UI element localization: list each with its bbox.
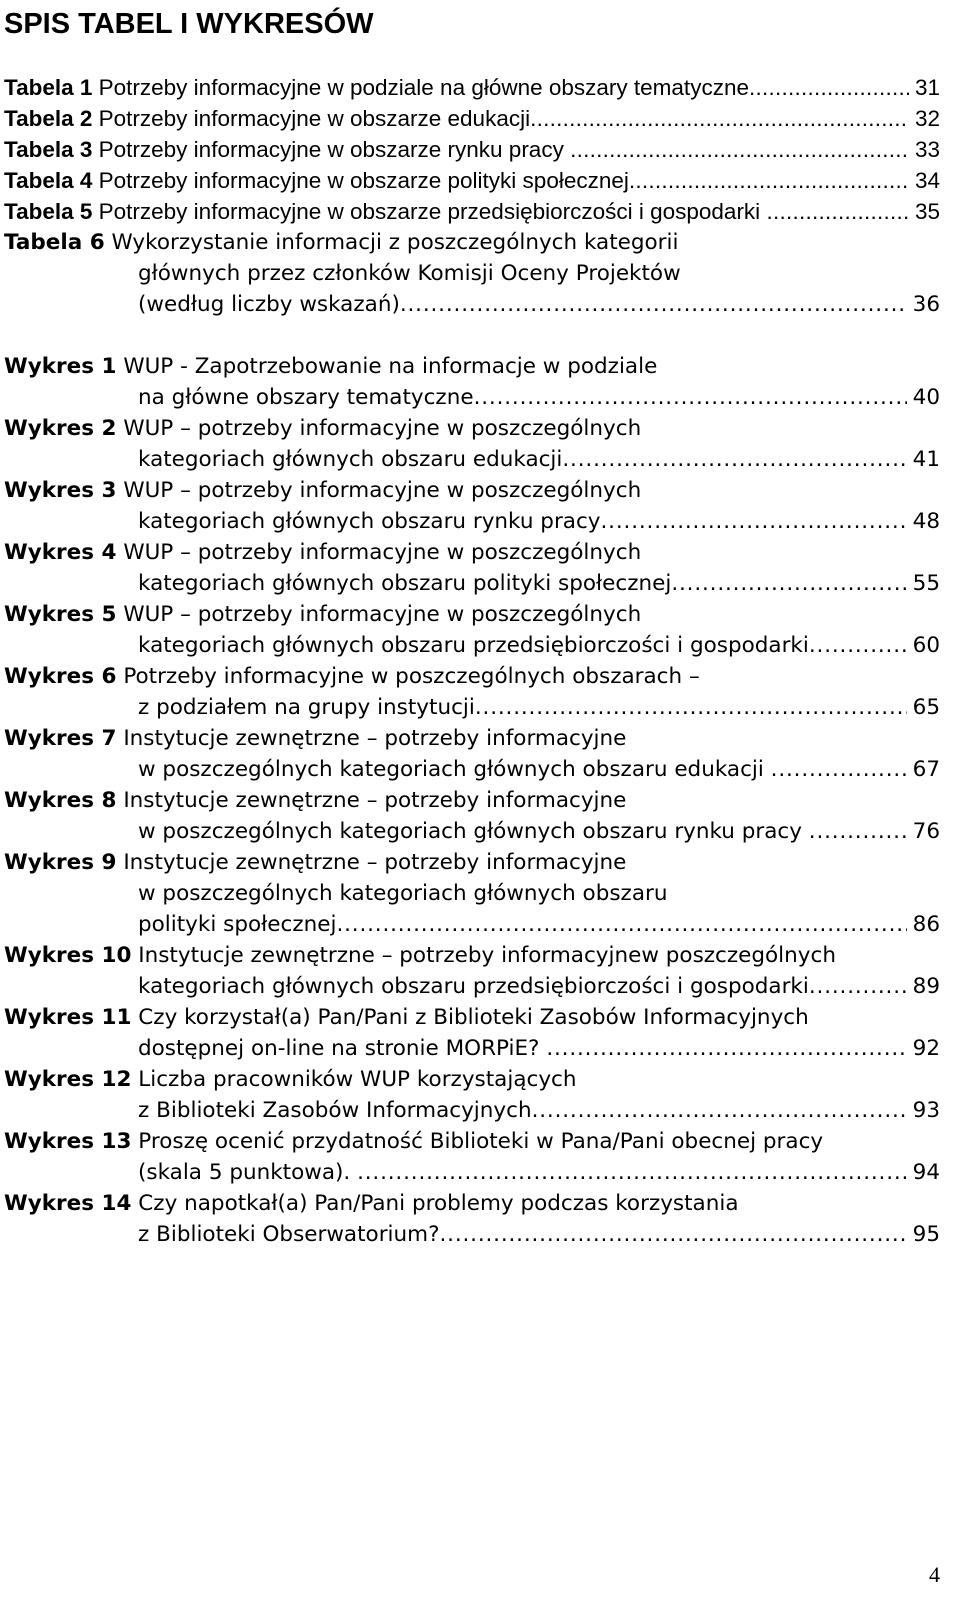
entry-page-number: 65 — [912, 695, 940, 720]
dot-leader — [400, 289, 907, 320]
table-entry — [4, 72, 940, 103]
entry-text: głównych przez członków Komisji Oceny Projektów — [138, 261, 681, 286]
entry-line — [4, 1219, 940, 1250]
entry-line — [4, 258, 940, 289]
entry-page-number: 36 — [912, 292, 940, 317]
entry-text: kategoriach głównych obszaru przedsiębiorczości i gospodarki — [138, 974, 809, 999]
entry-text: dostępnej on-line na stronie MORPiE? — [138, 1036, 547, 1061]
entry-text: WUP - Zapotrzebowanie na informacje w podziale — [123, 354, 658, 379]
entry-text: w poszczególnych kategoriach głównych obszaru edukacji — [138, 757, 771, 782]
dot-leader — [671, 568, 906, 599]
entry-text: w poszczególnych kategoriach głównych obszaru — [138, 881, 668, 906]
entry-text: z Biblioteki Zasobów Informacyjnych — [138, 1098, 532, 1123]
chart-entry — [4, 413, 940, 475]
entry-label: Tabela 4 — [4, 168, 93, 193]
entry-page-number: 33 — [914, 137, 940, 162]
entry-page-number: 48 — [912, 509, 940, 534]
entry-label: Wykres 2 — [4, 416, 117, 441]
entry-line — [4, 971, 940, 1002]
entry-line — [4, 1095, 940, 1126]
entry-text: Potrzeby informacyjne w podziale na główne obszary tematyczne — [98, 75, 749, 100]
entry-label: Wykres 11 — [4, 1005, 132, 1030]
entry-line — [4, 289, 940, 320]
table-entry — [4, 227, 940, 320]
entry-line — [4, 134, 940, 165]
entry-line — [4, 72, 940, 103]
chart-entry — [4, 940, 940, 1002]
dot-leader — [771, 754, 907, 785]
entry-line — [4, 444, 940, 475]
entry-text: Liczba pracowników WUP korzystających — [138, 1067, 577, 1092]
entry-text: na główne obszary tematyczne — [138, 385, 474, 410]
entry-text: kategoriach głównych obszaru rynku pracy — [138, 509, 601, 534]
entry-line — [4, 940, 940, 971]
entry-text: Potrzeby informacyjne w obszarze rynku pracy — [98, 137, 571, 162]
entry-label: Tabela 3 — [4, 137, 93, 162]
chart-entry — [4, 847, 940, 940]
entry-page-number: 89 — [912, 974, 940, 999]
entry-page-number: 95 — [912, 1222, 940, 1247]
entry-line — [4, 630, 940, 661]
dot-leader — [439, 1219, 906, 1250]
entry-line — [4, 1002, 940, 1033]
entry-page-number: 32 — [914, 106, 940, 131]
chart-entry — [4, 537, 940, 599]
entry-line — [4, 351, 940, 382]
entry-line — [4, 1126, 940, 1157]
dot-leader — [530, 103, 909, 134]
entry-text: Instytucje zewnętrzne – potrzeby informacyjne — [123, 850, 627, 875]
chart-entry — [4, 661, 940, 723]
entry-label: Wykres 4 — [4, 540, 117, 565]
dot-leader — [749, 72, 909, 103]
entry-label: Wykres 13 — [4, 1129, 132, 1154]
entry-text: Potrzeby informacyjne w obszarze polityki społecznej — [98, 168, 629, 193]
entry-text: z Biblioteki Obserwatorium? — [138, 1222, 440, 1247]
entry-text: kategoriach głównych obszaru przedsiębiorczości i gospodarki — [138, 633, 809, 658]
entry-label: Wykres 7 — [4, 726, 117, 751]
chart-entry — [4, 1002, 940, 1064]
entry-page-number: 76 — [912, 819, 940, 844]
entry-line — [4, 196, 940, 227]
entry-line — [4, 227, 940, 258]
entry-text: Potrzeby informacyjne w obszarze edukacji — [98, 106, 531, 131]
chart-entry — [4, 723, 940, 785]
page-number: 4 — [929, 1562, 940, 1587]
entry-label: Tabela 2 — [4, 106, 93, 131]
entry-page-number: 67 — [912, 757, 940, 782]
entry-line — [4, 568, 940, 599]
entry-text: Instytucje zewnętrzne – potrzeby informacyjne — [123, 788, 627, 813]
entry-line — [4, 909, 940, 940]
entry-text: (skala 5 punktowa). — [138, 1160, 358, 1185]
entry-label: Tabela 1 — [4, 75, 93, 100]
dot-leader — [562, 444, 906, 475]
entry-text: kategoriach głównych obszaru polityki społecznej — [138, 571, 672, 596]
entry-label: Wykres 10 — [4, 943, 132, 968]
entry-line — [4, 661, 940, 692]
document-page — [4, 0, 940, 1250]
entry-line — [4, 754, 940, 785]
entry-text: Proszę ocenić przydatność Biblioteki w Pana/Pani obecnej pracy — [138, 1129, 824, 1154]
entry-line — [4, 1188, 940, 1219]
dot-leader — [475, 692, 907, 723]
entry-line — [4, 599, 940, 630]
table-entry — [4, 103, 940, 134]
entry-text: Potrzeby informacyjne w obszarze przedsiębiorczości i gospodarki — [98, 199, 767, 224]
entry-label: Tabela 6 — [4, 230, 105, 255]
entry-line — [4, 537, 940, 568]
dot-leader — [809, 630, 907, 661]
entry-line — [4, 1157, 940, 1188]
chart-entry — [4, 1188, 940, 1250]
chart-entry — [4, 351, 940, 413]
entry-label: Wykres 8 — [4, 788, 117, 813]
dot-leader — [809, 816, 907, 847]
entry-line — [4, 413, 940, 444]
entry-text: Wykorzystanie informacji z poszczególnych kategorii — [111, 230, 679, 255]
entry-text: WUP – potrzeby informacyjne w poszczególnych — [123, 540, 642, 565]
table-entry — [4, 165, 940, 196]
entry-label: Tabela 5 — [4, 199, 93, 224]
dot-leader — [766, 196, 909, 227]
entry-label: Wykres 6 — [4, 664, 117, 689]
entry-line — [4, 692, 940, 723]
dot-leader — [336, 909, 906, 940]
entry-page-number: 41 — [912, 447, 940, 472]
entry-text: WUP – potrzeby informacyjne w poszczególnych — [123, 602, 642, 627]
dot-leader — [357, 1157, 907, 1188]
entry-page-number: 55 — [912, 571, 940, 596]
entry-text: z podziałem na grupy instytucji — [138, 695, 475, 720]
entry-page-number: 93 — [912, 1098, 940, 1123]
entry-line — [4, 165, 940, 196]
entry-line — [4, 103, 940, 134]
entry-line — [4, 816, 940, 847]
dot-leader — [601, 506, 907, 537]
entry-text: w poszczególnych kategoriach głównych obszaru rynku pracy — [138, 819, 809, 844]
entry-line — [4, 878, 940, 909]
entry-page-number: 40 — [912, 385, 940, 410]
entry-page-number: 35 — [914, 199, 940, 224]
chart-entry — [4, 1126, 940, 1188]
entry-line — [4, 723, 940, 754]
entry-label: Wykres 3 — [4, 478, 117, 503]
entry-text: Instytucje zewnętrzne – potrzeby informacyjnew poszczególnych — [138, 943, 836, 968]
entry-text: WUP – potrzeby informacyjne w poszczególnych — [123, 478, 642, 503]
entry-line — [4, 506, 940, 537]
entry-page-number: 92 — [912, 1036, 940, 1061]
dot-leader — [809, 971, 907, 1002]
entry-line — [4, 475, 940, 506]
entry-label: Wykres 14 — [4, 1191, 132, 1216]
entry-page-number: 94 — [912, 1160, 940, 1185]
entry-label: Wykres 5 — [4, 602, 117, 627]
entry-text: Potrzeby informacyjne w poszczególnych obszarach – — [123, 664, 700, 689]
tables-list — [4, 72, 940, 320]
entry-text: WUP – potrzeby informacyjne w poszczególnych — [123, 416, 642, 441]
chart-entry — [4, 599, 940, 661]
entry-page-number: 86 — [912, 912, 940, 937]
entry-text: Czy napotkał(a) Pan/Pani problemy podczas korzystania — [138, 1191, 739, 1216]
entry-page-number: 60 — [912, 633, 940, 658]
dot-leader — [532, 1095, 907, 1126]
dot-leader — [546, 1033, 906, 1064]
entry-label: Wykres 1 — [4, 354, 117, 379]
entry-label: Wykres 12 — [4, 1067, 132, 1092]
entry-line — [4, 1033, 940, 1064]
charts-list — [4, 351, 940, 1250]
chart-entry — [4, 475, 940, 537]
entry-line — [4, 1064, 940, 1095]
entry-text: (według liczby wskazań) — [138, 292, 400, 317]
entry-text: kategoriach głównych obszaru edukacji — [138, 447, 563, 472]
entry-label: Wykres 9 — [4, 850, 117, 875]
entry-text: Instytucje zewnętrzne – potrzeby informacyjne — [123, 726, 627, 751]
dot-leader — [474, 382, 907, 413]
entry-text: Czy korzystał(a) Pan/Pani z Biblioteki Zasobów Informacyjnych — [138, 1005, 809, 1030]
dot-leader — [629, 165, 909, 196]
entry-page-number: 31 — [914, 75, 940, 100]
entry-line — [4, 847, 940, 878]
chart-entry — [4, 1064, 940, 1126]
page-title: SPIS TABEL I WYKRESÓW — [4, 8, 374, 40]
entry-text: polityki społecznej — [138, 912, 337, 937]
entry-page-number: 34 — [914, 168, 940, 193]
dot-leader — [570, 134, 909, 165]
table-entry — [4, 196, 940, 227]
chart-entry — [4, 785, 940, 847]
table-entry — [4, 134, 940, 165]
entry-line — [4, 785, 940, 816]
entry-line — [4, 382, 940, 413]
